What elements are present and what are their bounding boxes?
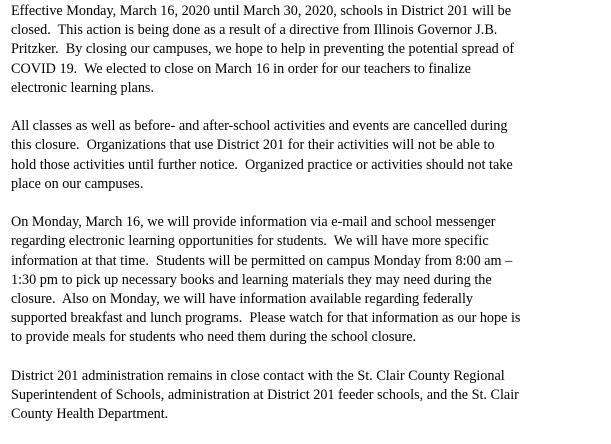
text-line: to provide meals for students who need them during the school closure. [11, 329, 417, 346]
text-line: information at that time. Students will be permitted on campus Monday from 8:00 am – [11, 252, 513, 269]
text-line: All classes as well as before- and after-school activities and events are cancelled during [11, 118, 508, 135]
text-line: this closure. Organizations that use District 201 for their activities will not be able to [11, 137, 495, 154]
text-line: electronic learning plans. [11, 79, 154, 96]
paragraph-administration-contact [11, 367, 607, 425]
text-line: closed. This action is being done as a result of a directive from Illinois Governor J.B. [11, 22, 498, 39]
text-line: place on our campuses. [11, 175, 144, 192]
text-line: regarding electronic learning opportunities for students. We will have more specific [11, 233, 489, 250]
text-line: County Health Department. [11, 406, 169, 423]
paragraph-electronic-learning [11, 213, 607, 347]
text-line: On Monday, March 16, we will provide information via e-mail and school messenger [11, 214, 496, 231]
text-line: closure. Also on Monday, we will have information available regarding federally [11, 291, 473, 308]
text-line: supported breakfast and lunch programs. Please watch for that information as our hope is [11, 310, 521, 327]
text-line: Effective Monday, March 16, 2020 until March 30, 2020, schools in District 201 will be [11, 3, 512, 19]
text-line: District 201 administration remains in close contact with the St. Clair County Regional [11, 367, 505, 384]
paragraph-activities-cancelled [11, 117, 607, 194]
document-body [11, 2, 607, 444]
text-line: Superintendent of Schools, administration at District 201 feeder schools, and the St. Clair [11, 387, 519, 404]
text-line: hold those activities until further notice. Organized practice or activities should not take [11, 156, 513, 173]
text-line: COVID 19. We elected to close on March 16 in order for our teachers to finalize [11, 60, 471, 77]
text-line: Pritzker. By closing our campuses, we hope to help in preventing the potential spread of [11, 41, 515, 58]
paragraph-closure-announcement [11, 2, 607, 98]
text-line: 1:30 pm to pick up necessary books and learning materials they may need during the [11, 271, 492, 288]
